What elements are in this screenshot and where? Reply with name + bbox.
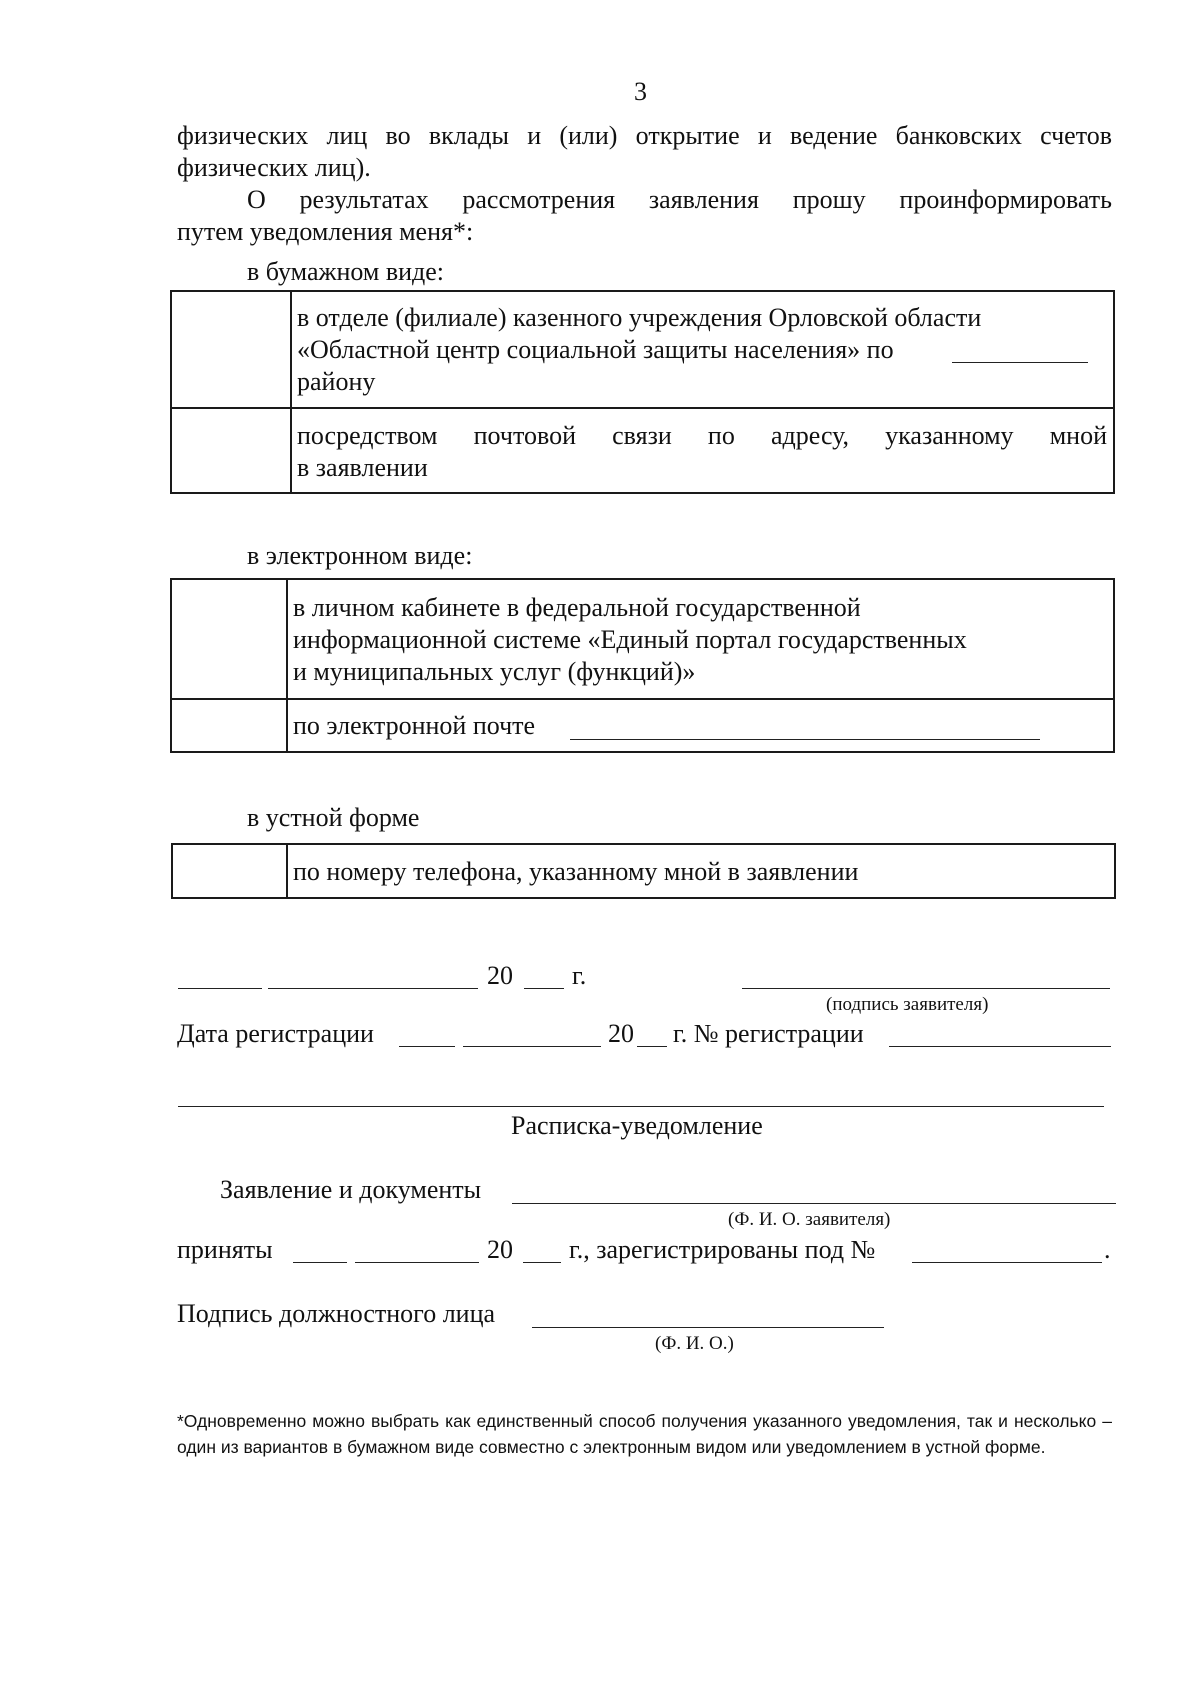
intro-line-1: физических лиц во вклады и (или) открытие и ведение банковских счетов — [177, 121, 1112, 150]
receipt-docs-label: Заявление и документы — [220, 1175, 482, 1204]
registration-month-field[interactable] — [463, 1046, 601, 1047]
accepted-month-field[interactable] — [355, 1262, 479, 1263]
signature-year-prefix: 20 — [487, 961, 513, 990]
signature-month-field[interactable] — [268, 988, 478, 989]
oral-option-1-checkbox[interactable] — [173, 845, 286, 897]
receipt-title: Расписка-уведомление — [511, 1111, 763, 1140]
official-signature-field[interactable] — [532, 1327, 884, 1328]
registration-date-label: Дата регистрации — [177, 1019, 374, 1048]
electronic-option-2-checkbox[interactable] — [172, 700, 286, 751]
accepted-day-field[interactable] — [293, 1262, 347, 1263]
electronic-option-2: по электронной почте — [293, 711, 536, 740]
applicant-signature-field[interactable] — [742, 988, 1110, 989]
footnote: *Одновременно можно выбрать как единственный способ получения указанного уведомления, так и несколько – один из вариантов в бумажном виде совместно с электронным видом или уведомлением в устной форме. — [177, 1411, 1112, 1457]
page-number: 3 — [634, 77, 647, 106]
paper-option-1-line-2: «Областной центр социальной защиты населения» по — [297, 335, 894, 364]
fio-caption: (Ф. И. О. заявителя) — [728, 1209, 891, 1230]
electronic-table-row-divider — [170, 698, 1115, 700]
oral-table-divider — [286, 843, 288, 899]
registration-number-field[interactable] — [889, 1046, 1111, 1047]
signature-caption: (подпись заявителя) — [826, 994, 989, 1015]
official-caption: (Ф. И. О.) — [655, 1333, 734, 1354]
electronic-heading: в электронном виде: — [247, 541, 473, 570]
intro-line-3: О результатах рассмотрения заявления прошу проинформировать — [247, 185, 1112, 214]
paper-option-1-line-3: району — [297, 367, 376, 396]
receipt-end-period: . — [1104, 1235, 1111, 1264]
electronic-table-divider — [286, 578, 288, 753]
email-field[interactable] — [570, 739, 1040, 740]
oral-heading: в устной форме — [247, 803, 420, 832]
paper-option-1-checkbox[interactable] — [172, 292, 290, 407]
paper-option-2-checkbox[interactable] — [172, 409, 290, 492]
registration-year-field[interactable] — [637, 1046, 667, 1047]
electronic-option-1-line-1: в личном кабинете в федеральной государственной — [293, 593, 861, 622]
registration-day-field[interactable] — [399, 1046, 455, 1047]
receipt-registered-label: г., зарегистрированы под № — [569, 1235, 876, 1264]
signature-year-suffix: г. — [572, 961, 587, 990]
electronic-option-1-line-3: и муниципальных услуг (функций)» — [293, 657, 696, 686]
district-name-field[interactable] — [952, 362, 1088, 363]
registration-year-prefix: 20 — [608, 1019, 634, 1048]
intro-line-4: путем уведомления меня*: — [177, 217, 474, 246]
applicant-fio-field[interactable] — [512, 1203, 1116, 1204]
receipt-accepted-label: приняты — [177, 1235, 273, 1264]
paper-table-row-divider — [170, 407, 1115, 409]
receipt-number-field[interactable] — [912, 1262, 1102, 1263]
signature-year-field[interactable] — [524, 988, 564, 989]
official-signature-label: Подпись должностного лица — [177, 1299, 496, 1328]
electronic-option-1-checkbox[interactable] — [172, 580, 286, 698]
signature-day-field[interactable] — [178, 988, 262, 989]
paper-heading: в бумажном виде: — [247, 257, 445, 286]
accepted-year-field[interactable] — [523, 1262, 561, 1263]
section-separator — [178, 1106, 1104, 1107]
oral-option-1: по номеру телефона, указанному мной в заявлении — [293, 857, 859, 886]
paper-option-2-line-1: посредством почтовой связи по адресу, указанному мной — [297, 421, 1107, 450]
paper-table-divider — [290, 290, 292, 494]
intro-line-2: физических лиц). — [177, 153, 371, 182]
electronic-option-1-line-2: информационной системе «Единый портал государственных — [293, 625, 967, 654]
paper-option-1-line-1: в отделе (филиале) казенного учреждения Орловской области — [297, 303, 982, 332]
paper-option-2-line-2: в заявлении — [297, 453, 428, 482]
receipt-year-prefix: 20 — [487, 1235, 513, 1264]
registration-number-label: г. № регистрации — [673, 1019, 864, 1048]
